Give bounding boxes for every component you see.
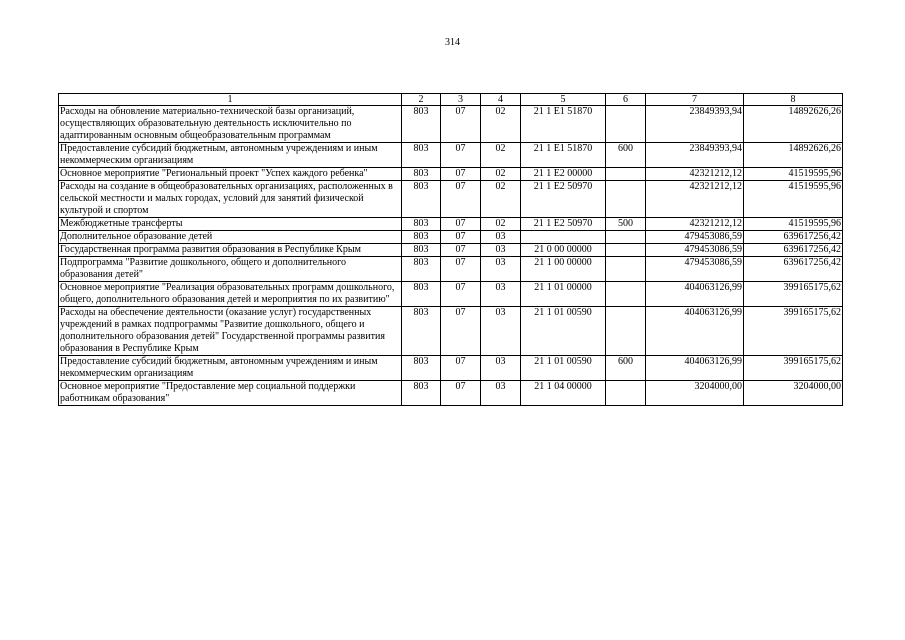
department-code: 803 [402,168,441,181]
target-article-code: 21 1 E1 51870 [521,106,606,143]
column-header: 7 [646,94,744,106]
section-code: 07 [441,381,481,406]
department-code: 803 [402,218,441,231]
subsection-code: 02 [481,143,521,168]
column-header: 2 [402,94,441,106]
amount-year-2: 3204000,00 [744,381,843,406]
department-code: 803 [402,381,441,406]
row-description: Межбюджетные трансферты [59,218,402,231]
amount-year-2: 41519595,96 [744,168,843,181]
subsection-code: 02 [481,168,521,181]
table-header-row [59,94,843,106]
amount-year-1: 23849393,94 [646,143,744,168]
row-description: Основное мероприятие "Реализация образовательных программ дошкольного, общего, дополнительного образования детей и мероприятия по их развитию" [59,282,402,307]
target-article-code: 21 1 01 00000 [521,282,606,307]
amount-year-2: 14892626,26 [744,106,843,143]
department-code: 803 [402,231,441,244]
target-article-code: 21 1 00 00000 [521,257,606,282]
column-header: 8 [744,94,843,106]
section-code: 07 [441,307,481,356]
department-code: 803 [402,143,441,168]
table-row [59,218,843,231]
table-row [59,168,843,181]
column-header: 5 [521,94,606,106]
section-code: 07 [441,181,481,218]
target-article-code: 21 1 E2 50970 [521,218,606,231]
department-code: 803 [402,282,441,307]
table-row [59,282,843,307]
amount-year-1: 23849393,94 [646,106,744,143]
amount-year-2: 399165175,62 [744,356,843,381]
column-header: 3 [441,94,481,106]
table-row [59,181,843,218]
row-description: Государственная программа развития образования в Республике Крым [59,244,402,257]
expense-type-code [606,181,646,218]
row-description: Подпрограмма "Развитие дошкольного, общего и дополнительного образования детей" [59,257,402,282]
subsection-code: 03 [481,244,521,257]
row-description: Дополнительное образование детей [59,231,402,244]
amount-year-2: 639617256,42 [744,231,843,244]
section-code: 07 [441,106,481,143]
amount-year-2: 41519595,96 [744,218,843,231]
amount-year-1: 3204000,00 [646,381,744,406]
table-row [59,307,843,356]
expense-type-code: 600 [606,356,646,381]
table-row [59,356,843,381]
expense-type-code [606,106,646,143]
section-code: 07 [441,244,481,257]
expense-type-code [606,257,646,282]
amount-year-1: 404063126,99 [646,356,744,381]
amount-year-1: 479453086,59 [646,231,744,244]
column-header: 6 [606,94,646,106]
target-article-code: 21 1 E2 00000 [521,168,606,181]
expense-type-code: 600 [606,143,646,168]
target-article-code: 21 1 01 00590 [521,356,606,381]
amount-year-1: 42321212,12 [646,218,744,231]
amount-year-2: 399165175,62 [744,307,843,356]
amount-year-2: 41519595,96 [744,181,843,218]
table-row [59,106,843,143]
subsection-code: 03 [481,381,521,406]
subsection-code: 03 [481,282,521,307]
subsection-code: 03 [481,257,521,282]
target-article-code: 21 1 E2 50970 [521,181,606,218]
amount-year-2: 639617256,42 [744,244,843,257]
section-code: 07 [441,282,481,307]
expense-type-code [606,231,646,244]
section-code: 07 [441,356,481,381]
subsection-code: 02 [481,181,521,218]
column-header: 1 [59,94,402,106]
amount-year-2: 639617256,42 [744,257,843,282]
subsection-code: 03 [481,307,521,356]
table-row [59,231,843,244]
amount-year-1: 42321212,12 [646,168,744,181]
subsection-code: 03 [481,356,521,381]
amount-year-1: 404063126,99 [646,307,744,356]
subsection-code: 02 [481,106,521,143]
row-description: Расходы на обновление материально-технической базы организаций, осуществляющих образовательную деятельность исключительно по адаптированным основным общеобразовательным программам [59,106,402,143]
expense-type-code: 500 [606,218,646,231]
amount-year-2: 399165175,62 [744,282,843,307]
department-code: 803 [402,244,441,257]
expense-type-code [606,244,646,257]
expense-type-code [606,381,646,406]
expense-type-code [606,307,646,356]
section-code: 07 [441,231,481,244]
page-number: 314 [445,37,460,48]
budget-table [58,93,843,406]
subsection-code: 03 [481,231,521,244]
amount-year-1: 404063126,99 [646,282,744,307]
row-description: Расходы на создание в общеобразовательных организациях, расположенных в сельской местности и малых городах, условий для занятий физической культурой и спортом [59,181,402,218]
section-code: 07 [441,218,481,231]
department-code: 803 [402,181,441,218]
row-description: Основное мероприятие "Предоставление мер социальной поддержки работникам образования" [59,381,402,406]
expense-type-code [606,168,646,181]
subsection-code: 02 [481,218,521,231]
amount-year-1: 42321212,12 [646,181,744,218]
row-description: Основное мероприятие "Региональный проект "Успех каждого ребенка" [59,168,402,181]
target-article-code: 21 0 00 00000 [521,244,606,257]
department-code: 803 [402,356,441,381]
expense-type-code [606,282,646,307]
column-header: 4 [481,94,521,106]
department-code: 803 [402,307,441,356]
table-row [59,143,843,168]
amount-year-1: 479453086,59 [646,244,744,257]
section-code: 07 [441,168,481,181]
section-code: 07 [441,257,481,282]
table-row [59,257,843,282]
target-article-code: 21 1 01 00590 [521,307,606,356]
target-article-code: 21 1 E1 51870 [521,143,606,168]
target-article-code: 21 1 04 00000 [521,381,606,406]
table-row [59,381,843,406]
target-article-code [521,231,606,244]
row-description: Предоставление субсидий бюджетным, автономным учреждениям и иным некоммерческим организациям [59,143,402,168]
section-code: 07 [441,143,481,168]
table-row [59,244,843,257]
department-code: 803 [402,106,441,143]
amount-year-2: 14892626,26 [744,143,843,168]
row-description: Расходы на обеспечение деятельности (оказание услуг) государственных учреждений в рамках подпрограммы "Развитие дошкольного, общего и дополнительного образования детей" Государственной программы развития образования в Республике Крым [59,307,402,356]
department-code: 803 [402,257,441,282]
amount-year-1: 479453086,59 [646,257,744,282]
row-description: Предоставление субсидий бюджетным, автономным учреждениям и иным некоммерческим организациям [59,356,402,381]
